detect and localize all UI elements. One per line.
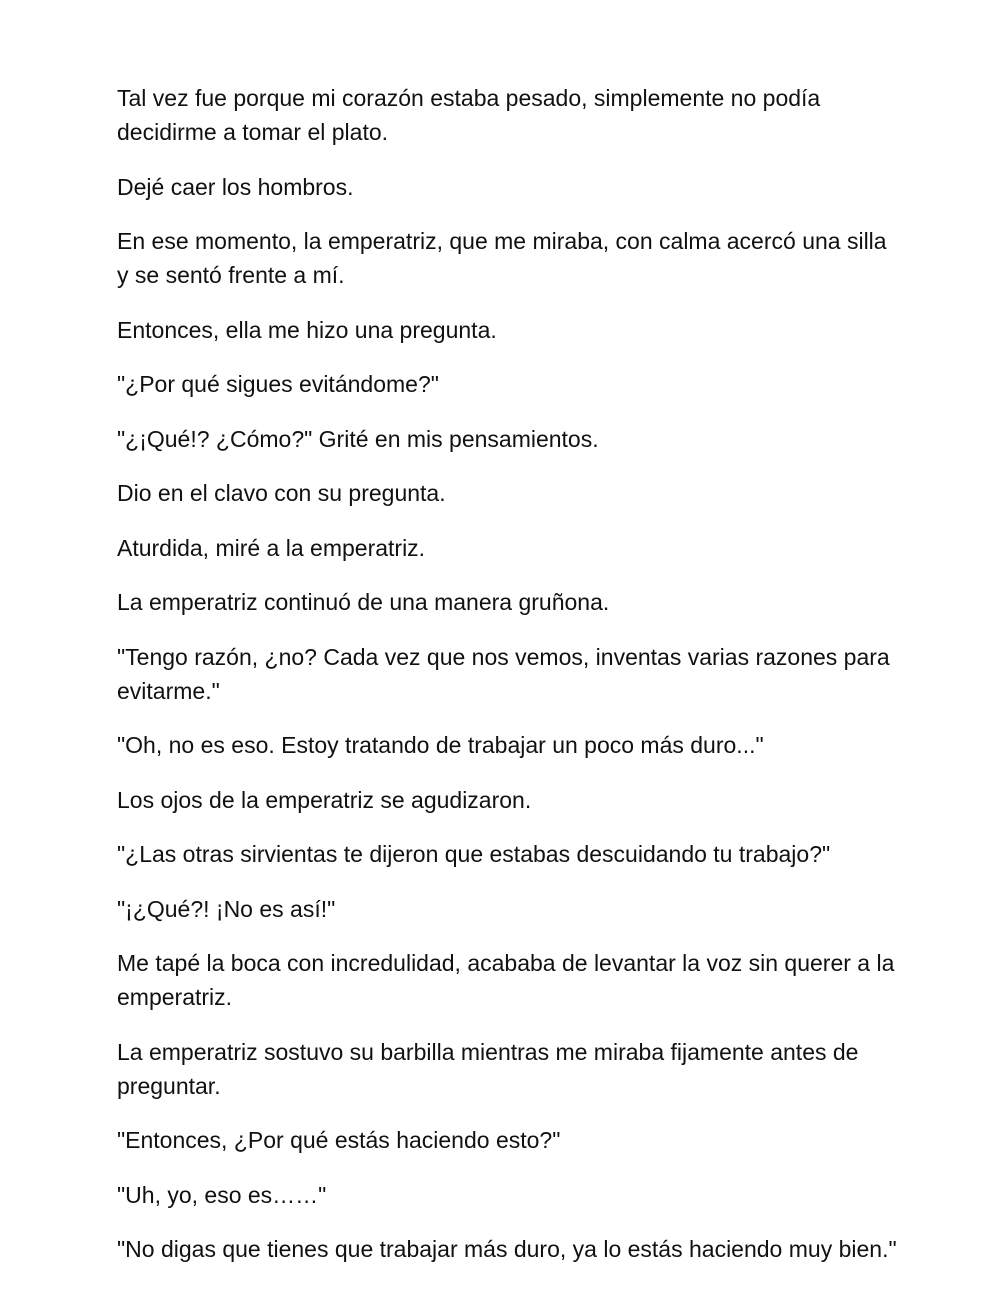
- paragraph: En ese momento, la emperatriz, que me miraba, con calma acercó una silla y se sentó frente a mí.: [117, 228, 887, 288]
- paragraph: Entonces, ella me hizo una pregunta.: [117, 316, 497, 343]
- paragraph: "Oh, no es eso. Estoy tratando de trabajar un poco más duro...": [117, 732, 764, 758]
- paragraph: Los ojos de la emperatriz se agudizaron.: [117, 786, 532, 813]
- paragraph: "¿¡Qué!? ¿Cómo?" Grité en mis pensamientos.: [117, 425, 599, 452]
- paragraph: "¡¿Qué?! ¡No es así!": [117, 895, 336, 922]
- story-text: [117, 81, 897, 1266]
- paragraph: La emperatriz sostuvo su barbilla mientras me miraba fijamente antes de preguntar.: [117, 1038, 859, 1099]
- paragraph: "No digas que tienes que trabajar más duro, ya lo estás haciendo muy bien.": [117, 1236, 897, 1262]
- paragraph: Aturdida, miré a la emperatriz.: [117, 534, 426, 561]
- paragraph: "Entonces, ¿Por qué estás haciendo esto?": [117, 1127, 561, 1153]
- paragraph: Tal vez fue porque mi corazón estaba pesado, simplemente no podía decidirme a tomar el plato.: [117, 85, 821, 145]
- paragraph: "Uh, yo, eso es……": [117, 1181, 327, 1208]
- paragraph: "¿Por qué sigues evitándome?": [117, 371, 439, 397]
- paragraph: "¿Las otras sirvientas te dijeron que estabas descuidando tu trabajo?": [117, 841, 831, 867]
- paragraph: La emperatriz continuó de una manera gruñona.: [117, 589, 610, 615]
- paragraph: Dio en el clavo con su pregunta.: [117, 480, 446, 506]
- paragraph: Dejé caer los hombros.: [117, 173, 354, 200]
- paragraph: Me tapé la boca con incredulidad, acababa de levantar la voz sin querer a la emperatriz.: [117, 950, 895, 1010]
- paragraph: "Tengo razón, ¿no? Cada vez que nos vemos, inventas varias razones para evitarme.": [117, 643, 890, 704]
